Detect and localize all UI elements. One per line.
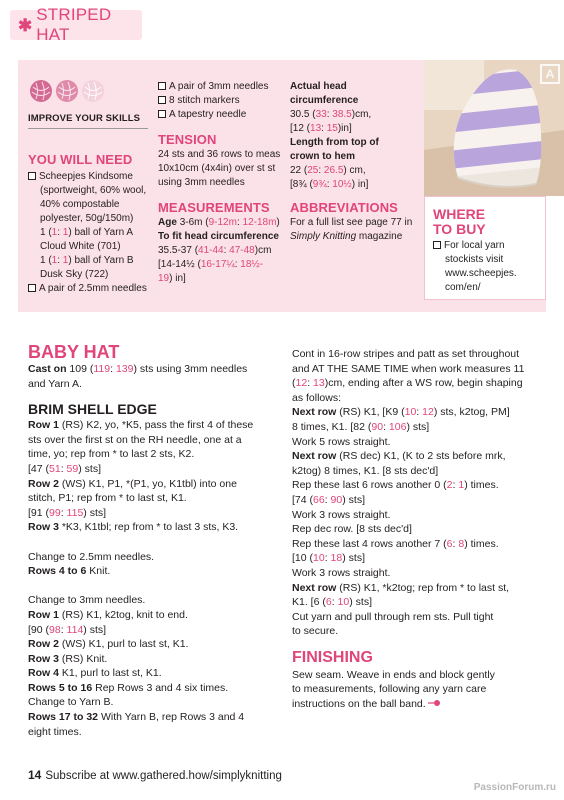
- body-row-3: Row 3 (RS) Knit.: [28, 652, 108, 665]
- row-1-text: Row 1 (RS) K2, yo, *K5, pass the first 4 of these: [28, 419, 254, 432]
- where-to-buy-heading: WHERE: [433, 206, 486, 222]
- pattern-right-column: Cont in 16-row stripes and patt as set throughout and AT THE SAME TIME when work measures 11 (12: 13)cm, ending after a WS row, begin shaping as follows: Next row (RS) K1, [K9 (10: 12) sts, k2tog, PM] 8 times, K1. [82 (90: 106) sts] Work 5 rows straight. Next row (RS dec) K1, (K to 2 sts before mrk, k2tog) 8 times, K1. [8 sts dec'd] Rep these last 6 rows another 0 (2: 1) times. [74 (66: 90) sts] Work 3 rows straight. Rep dec row. [8 sts dec'd] Rep these last 4 rows another 7 (6: 8) times. [10 (10: 18) sts] Work 3 rows straight. Next row (RS) K1, *k2tog; rep from * to last st, K1. [6 (6: 10) sts] Cut yarn and pull through rem sts. Pull tight to secure. FINISHING Sew seam. Weave in ends and block gently to measurements, following any yarn care instructions on the ball band.: [292, 347, 554, 712]
- list-item: Scheepjes Kindsome: [28, 170, 156, 184]
- end-marker-icon: [428, 700, 440, 706]
- row-2-text: Row 2 (WS) K1, P1, *(P1, yo, K1tbl) into one: [28, 477, 237, 490]
- abbreviations-text-2: Simply Knitting magazine: [290, 231, 403, 242]
- you-will-need-heading: YOU WILL NEED: [28, 152, 133, 167]
- list-item: A pair of 3mm needles: [158, 80, 288, 94]
- stitch-count: [90 (98: 114) sts]: [28, 623, 107, 636]
- hat-photo: [424, 60, 564, 196]
- where-to-buy-heading-2: TO BUY: [433, 221, 486, 237]
- yarn-ball-icon: [56, 80, 78, 102]
- checkbox-icon: [158, 82, 166, 90]
- stitch-count: [91 (99: 115) sts]: [28, 506, 107, 519]
- checkbox-icon: [28, 172, 36, 180]
- next-row-1: Next row (RS) K1, [K9 (10: 12) sts, k2tog, PM]: [292, 406, 510, 419]
- tension-heading: TENSION: [158, 132, 217, 147]
- abbreviations-text: For a full list see page 77 in: [290, 217, 413, 228]
- brim-heading: BRIM SHELL EDGE: [28, 401, 157, 418]
- materials-list-2: [158, 80, 288, 286]
- actual-circ-heading: Actual head: [290, 81, 347, 92]
- skill-label: IMPROVE YOUR SKILLS: [28, 113, 141, 124]
- needle-change-text: Change to 3mm needles.: [28, 594, 146, 607]
- body-rows-17-32: Rows 17 to 32 With Yarn B, rep Rows 3 and 4: [28, 711, 245, 724]
- body-rows-5-16: Rows 5 to 16 Rep Rows 3 and 4 six times.: [28, 681, 229, 694]
- list-item: 8 stitch markers: [158, 94, 288, 108]
- stitch-count: [10 (10: 18) sts]: [292, 552, 365, 565]
- section-tag: [10, 5, 142, 44]
- checkbox-icon: [28, 284, 36, 292]
- list-item: A tapestry needle: [158, 108, 288, 122]
- row-3-text: Row 3 *K3, K1tbl; rep from * to last 3 sts, K3.: [28, 521, 239, 534]
- divider: [28, 128, 148, 129]
- actual-circ-heading-2: circumference: [290, 95, 359, 106]
- checkbox-icon: [158, 96, 166, 104]
- next-row-dec: Next row (RS dec) K1, (K to 2 sts before mrk,: [292, 450, 506, 463]
- skill-level-indicator: [30, 80, 104, 102]
- pattern-left-column: BABY HAT Cast on 109 (119: 139) sts using 3mm needles and Yarn A. BRIM SHELL EDGE Row 1 (RS) K2, yo, *K5, pass the first 4 of these sts over the first st on the RH needle, one at a time, yo; rep from * to last 2 sts, K2. [47 (51: 59) sts] Row 2 (WS) K1, P1, *(P1, yo, K1tbl) into one stitch, P1; rep from * to last st, K1. [91 (99: 115) sts] Row 3 *K3, K1tbl; rep from * to last 3 sts, K3. Change to 2.5mm needles. Rows 4 to 6 Knit. Change to 3mm needles. Row 1 (RS) K1, k2tog, knit to end. [90 (98: 114) sts] Row 2 (WS) K1, purl to last st, K1. Row 3 (RS) Knit. Row 4 K1, purl to last st, K1. Rows 5 to 16 Rep Rows 3 and 4 six times. Change to Yarn B. Rows 17 to 32 With Yarn B, rep Rows 3 and 4 eight times.: [28, 342, 280, 739]
- stitch-count: [47 (51: 59) sts]: [28, 462, 101, 475]
- size-details: Actual head circumference 30.5 (33: 38.5)cm, [12 (13: 15)in] Length from top of crown to hem 22 (25: 26.5) cm, [8¾ (9¾: 10½) in] ABBREVIATIONS For a full list see page 77 in Simply Knitting magazine: [290, 80, 420, 244]
- measurements-heading: MEASUREMENTS: [158, 200, 270, 215]
- measurements-text: Age 3-6m (9-12m: 12-18m) To fit head circumference 35.5-37 (41-44: 47-48)cm [14-14½ (16-17¼: 18½- 19) in]: [158, 217, 280, 284]
- where-to-buy-text: For local yarn stockists visit www.scheepjes. com/en/: [433, 239, 537, 295]
- needle-change-text: Change to 2.5mm needles.: [28, 550, 155, 563]
- abbreviations-heading: ABBREVIATIONS: [290, 200, 398, 215]
- checkbox-icon: [158, 110, 166, 118]
- cast-on-text: Cast on 109 (119: 139) sts using 3mm needles: [28, 363, 248, 375]
- stitch-count: [74 (66: 90) sts]: [292, 493, 365, 506]
- yarn-ball-icon: [82, 80, 104, 102]
- page-title: STRIPED HAT: [36, 5, 112, 44]
- length-heading: Length from top of: [290, 137, 379, 148]
- body-row-2: Row 2 (WS) K1, purl to last st, K1.: [28, 638, 189, 651]
- finishing-heading: FINISHING: [292, 648, 373, 666]
- subscribe-link[interactable]: Subscribe at www.gathered.how/simplyknitting: [45, 770, 282, 782]
- materials-list: [28, 152, 156, 296]
- page-footer: [28, 768, 282, 782]
- letter-a-badge-icon: A: [540, 64, 560, 84]
- yarn-change-text: Change to Yarn B.: [28, 696, 114, 709]
- watermark: PassionForum.ru: [473, 782, 556, 793]
- finishing-text: Sew seam. Weave in ends and block gently: [292, 668, 495, 681]
- where-to-buy-box: [424, 196, 546, 300]
- checkbox-icon: [433, 241, 441, 249]
- page-number: 14: [28, 768, 42, 782]
- baby-hat-heading: BABY HAT: [28, 342, 120, 362]
- asterisk-icon: ✱: [18, 15, 33, 35]
- tension-text: 24 sts and 36 rows to meas 10x10cm (4x4in) over st st using 3mm needles: [158, 149, 281, 188]
- list-item: A pair of 2.5mm needles: [28, 282, 156, 296]
- body-row-4: Row 4 K1, purl to last st, K1.: [28, 667, 162, 680]
- cast-on-text-2: and Yarn A.: [28, 377, 82, 390]
- body-row-1: Row 1 (RS) K1, k2tog, knit to end.: [28, 608, 188, 621]
- next-row-3: Next row (RS) K1, *k2tog; rep from * to last st,: [292, 581, 510, 594]
- length-heading-2: crown to hem: [290, 151, 356, 162]
- rows-4-6-text: Rows 4 to 6 Knit.: [28, 565, 111, 578]
- list-item-detail: (sportweight, 60% wool, 40% compostable polyester, 50g/150m) 1 (1: 1) ball of Yarn A Cloud White (701) 1 (1: 1) ball of Yarn B Dusk Sky (722): [40, 185, 147, 280]
- yarn-ball-icon: [30, 80, 52, 102]
